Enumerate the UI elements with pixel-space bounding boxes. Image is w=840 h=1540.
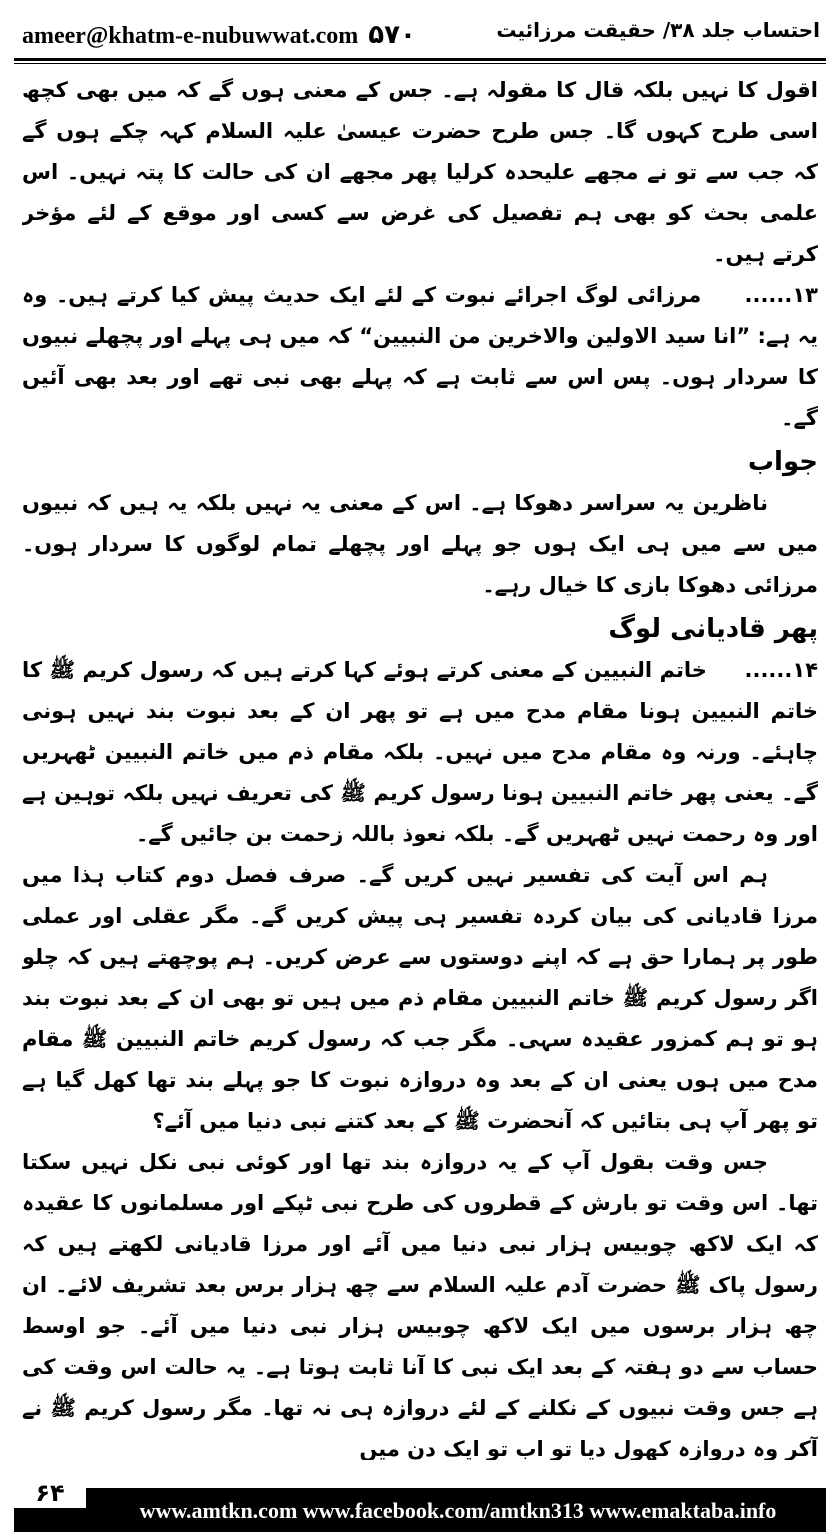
paragraph-5: ہم اس آیت کی تفسیر نہیں کریں گے۔ صرف فصل دوم کتاب ہذا میں مرزا قادیانی کی بیان کردہ تفسیر ہی پیش کریں گے۔ مگر عقلی اور عملی طور پر ہمارا حق ہے کہ اپنے دوستوں سے عرض کریں۔ ہم پوچھتے ہیں کہ چلو اگر رسول کریم ﷺ خاتم النبیین مقام ذم میں ہیں تو بھی ان کے بعد نبوت بند ہو تو ہم کمزور عقیدہ سہی۔ مگر جب کہ رسول کریم خاتم النبیین ﷺ مقام مدح میں ہوں یعنی ان کے بعد وہ دروازہ نبوت کا جو پہلے بند تھا کھل گیا ہے تو پھر آپ ہی بتائیں کہ آنحضرت ﷺ کے بعد کتنے نبی دنیا میں آئے؟	[22, 863, 818, 1133]
page-header	[14, 14, 826, 54]
paragraph-6: جس وقت بقول آپ کے یہ دروازہ بند تھا اور کوئی نبی نکل نہیں سکتا تھا۔ اس وقت تو بارش کے قطروں کی طرح نبی ٹپکے اور مسلمانوں کا عقیدہ کہ ایک لاکھ چوبیس ہزار نبی دنیا میں آئے اور مرزا قادیانی لکھتے ہیں کہ رسول پاک ﷺ حضرت آدم علیہ السلام سے چھ ہزار برس بعد تشریف لائے۔ ان چھ ہزار برسوں میں ایک لاکھ چوبیس ہزار نبی دنیا میں آئے۔ جو اوسط حساب سے دو ہفتہ کے بعد ایک نبی کا آنا ثابت ہوتا ہے۔ یہ حالت اس وقت کی ہے جس وقت نبیوں کے نکلنے کے لئے دروازہ ہی نہ تھا۔ مگر رسول کریم ﷺ نے آکر وہ دروازہ کھول دیا تو اب تو ایک دن میں	[22, 1150, 818, 1460]
heading-qadiani: پھر قادیانی لوگ	[608, 614, 818, 644]
item-number-13: ۱۳......	[744, 283, 818, 307]
heading-answer: جواب	[747, 447, 818, 477]
header-page-number: ۵۷۰	[368, 20, 416, 50]
footer-links: www.amtkn.com www.facebook.com/amtkn313 www.emaktaba.info	[139, 1498, 777, 1523]
header-email: ameer@khatm-e-nubuwwat.com	[22, 23, 359, 49]
header-rule	[14, 58, 826, 61]
paragraph-4	[22, 650, 818, 855]
header-rule-thin	[14, 63, 826, 64]
paragraph-4-text: خاتم النبیین کے معنی کرتے ہوئے کہا کرتے ہیں کہ رسول کریم ﷺ کا خاتم النبیین ہونا مقام مدح میں ہے تو پھر ان کے بعد نبوت بند نہیں ہونی چاہئے۔ ورنہ وہ مقام مدح میں نہیں۔ بلکہ مقام ذم میں خاتم النبیین ٹھہریں گے۔ یعنی پھر خاتم النبیین ہونا رسول کریم ﷺ کی تعریف نہیں بلکہ توہین ہے اور وہ رحمت نہیں ٹھہریں گے۔ بلکہ نعوذ باللہ زحمت بن جائیں گے۔	[22, 658, 818, 846]
header-book-title: احتساب جلد ۳۸/ حقیقت مرزائیت	[496, 18, 820, 42]
page-body	[22, 70, 818, 1460]
paragraph-1: اقول کا نہیں بلکہ قال کا مقولہ ہے۔ جس کے معنی ہوں گے کہ میں بھی کچھ اسی طرح کہوں گا۔ جس طرح حضرت عیسیٰ علیہ السلام کہہ چکے ہوں گے کہ جب سے تو نے مجھے علیحدہ کرلیا پھر مجھے ان کی حالت کا پتہ نہیں۔ اس علمی بحث کو بھی ہم تفصیل کی غرض سے کسی اور موقع کے لئے مؤخر کرتے ہیں۔	[22, 78, 818, 266]
footer-page-number: ۶۴	[14, 1478, 86, 1508]
paragraph-2	[22, 275, 818, 439]
header-left	[22, 20, 416, 50]
item-number-14: ۱۴......	[744, 658, 818, 682]
paragraph-2-text: مرزائی لوگ اجرائے نبوت کے لئے ایک حدیث پیش کیا کرتے ہیں۔ وہ یہ ہے: ”انا سید الاولین والاخرین من النبیین“ کہ میں ہی پہلے اور پچھلے نبیوں کا سردار ہوں۔ پس اس سے ثابت ہے کہ پہلے بھی نبی تھے اور بعد بھی آئیں گے۔	[22, 283, 818, 430]
paragraph-3: ناظرین یہ سراسر دھوکا ہے۔ اس کے معنی یہ نہیں بلکہ یہ ہیں کہ نبیوں میں سے میں ہی ایک ہوں جو پہلے اور پچھلے تمام لوگوں کا سردار ہوں۔ مرزائی دھوکا بازی کا خیال رہے۔	[22, 491, 818, 597]
